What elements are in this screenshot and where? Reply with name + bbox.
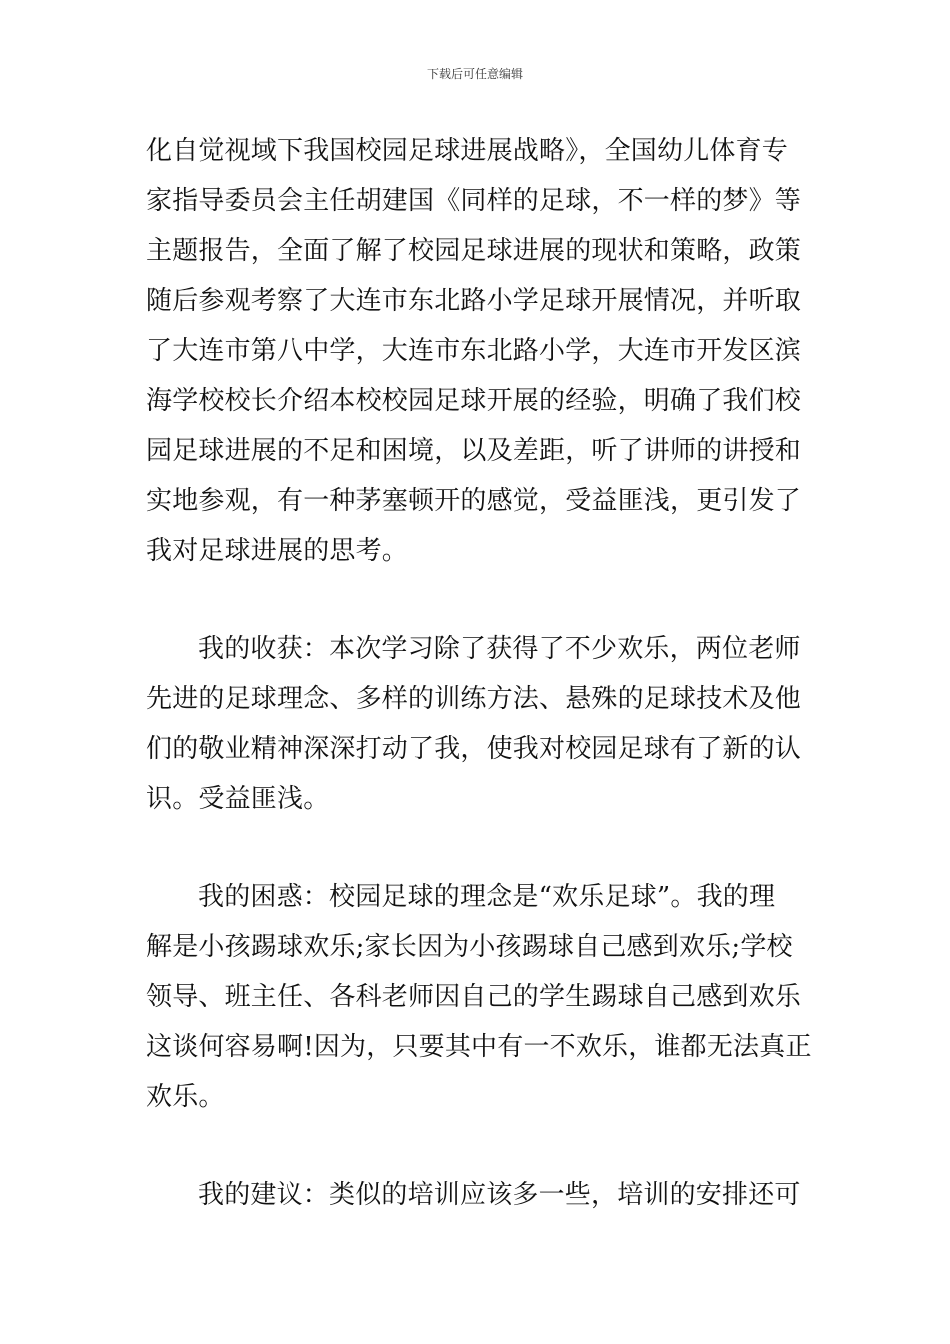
paragraph-1-line-2: 家指导委员会主任胡建国《同样的足球，不一样的梦》等	[146, 186, 802, 216]
paragraph-1-line-7: 园足球进展的不足和困境，以及差距，听了讲师的讲授和	[146, 436, 802, 466]
paragraph-2-line-2: 先进的足球理念、多样的训练方法、悬殊的足球技术及他	[146, 684, 802, 714]
paragraph-3-line-3: 领导、班主任、各科老师因自己的学生踢球自己感到欢乐	[146, 982, 802, 1012]
paragraph-1-line-1: 化自觉视域下我国校园足球进展战略》，全国幼儿体育专	[146, 136, 789, 166]
paragraph-2-line-4: 识。受益匪浅。	[146, 784, 330, 814]
paragraph-4-line-1: 我的建议：类似的培训应该多一些，培训的安排还可	[198, 1180, 801, 1210]
paragraph-1-line-5: 了大连市第八中学，大连市东北路小学，大连市开发区滨	[146, 336, 802, 366]
paragraph-3-line-4: 这谈何容易啊!因为，只要其中有一不欢乐，谁都无法真正	[146, 1032, 812, 1062]
paragraph-2-line-1: 我的收获：本次学习除了获得了不少欢乐，两位老师	[198, 634, 801, 664]
paragraph-1-line-4: 随后参观考察了大连市东北路小学足球开展情况，并听取	[146, 286, 802, 316]
paragraph-3-line-1: 我的困惑：校园足球的理念是“欢乐足球”。我的理	[198, 882, 776, 912]
page-header: 下载后可任意编辑	[426, 67, 523, 81]
paragraph-3-line-5: 欢乐。	[146, 1082, 225, 1112]
paragraph-3-line-2: 解是小孩踢球欢乐;家长因为小孩踢球自己感到欢乐;学校	[146, 932, 793, 962]
paragraph-2-line-3: 们的敬业精神深深打动了我，使我对校园足球有了新的认	[146, 734, 802, 764]
paragraph-1-line-9: 我对足球进展的思考。	[146, 536, 409, 566]
paragraph-1-line-8: 实地参观，有一种茅塞顿开的感觉，受益匪浅，更引发了	[146, 486, 802, 516]
paragraph-1-line-3: 主题报告，全面了解了校园足球进展的现状和策略，政策	[146, 236, 802, 266]
paragraph-1-line-6: 海学校校长介绍本校校园足球开展的经验，明确了我们校	[146, 386, 802, 416]
